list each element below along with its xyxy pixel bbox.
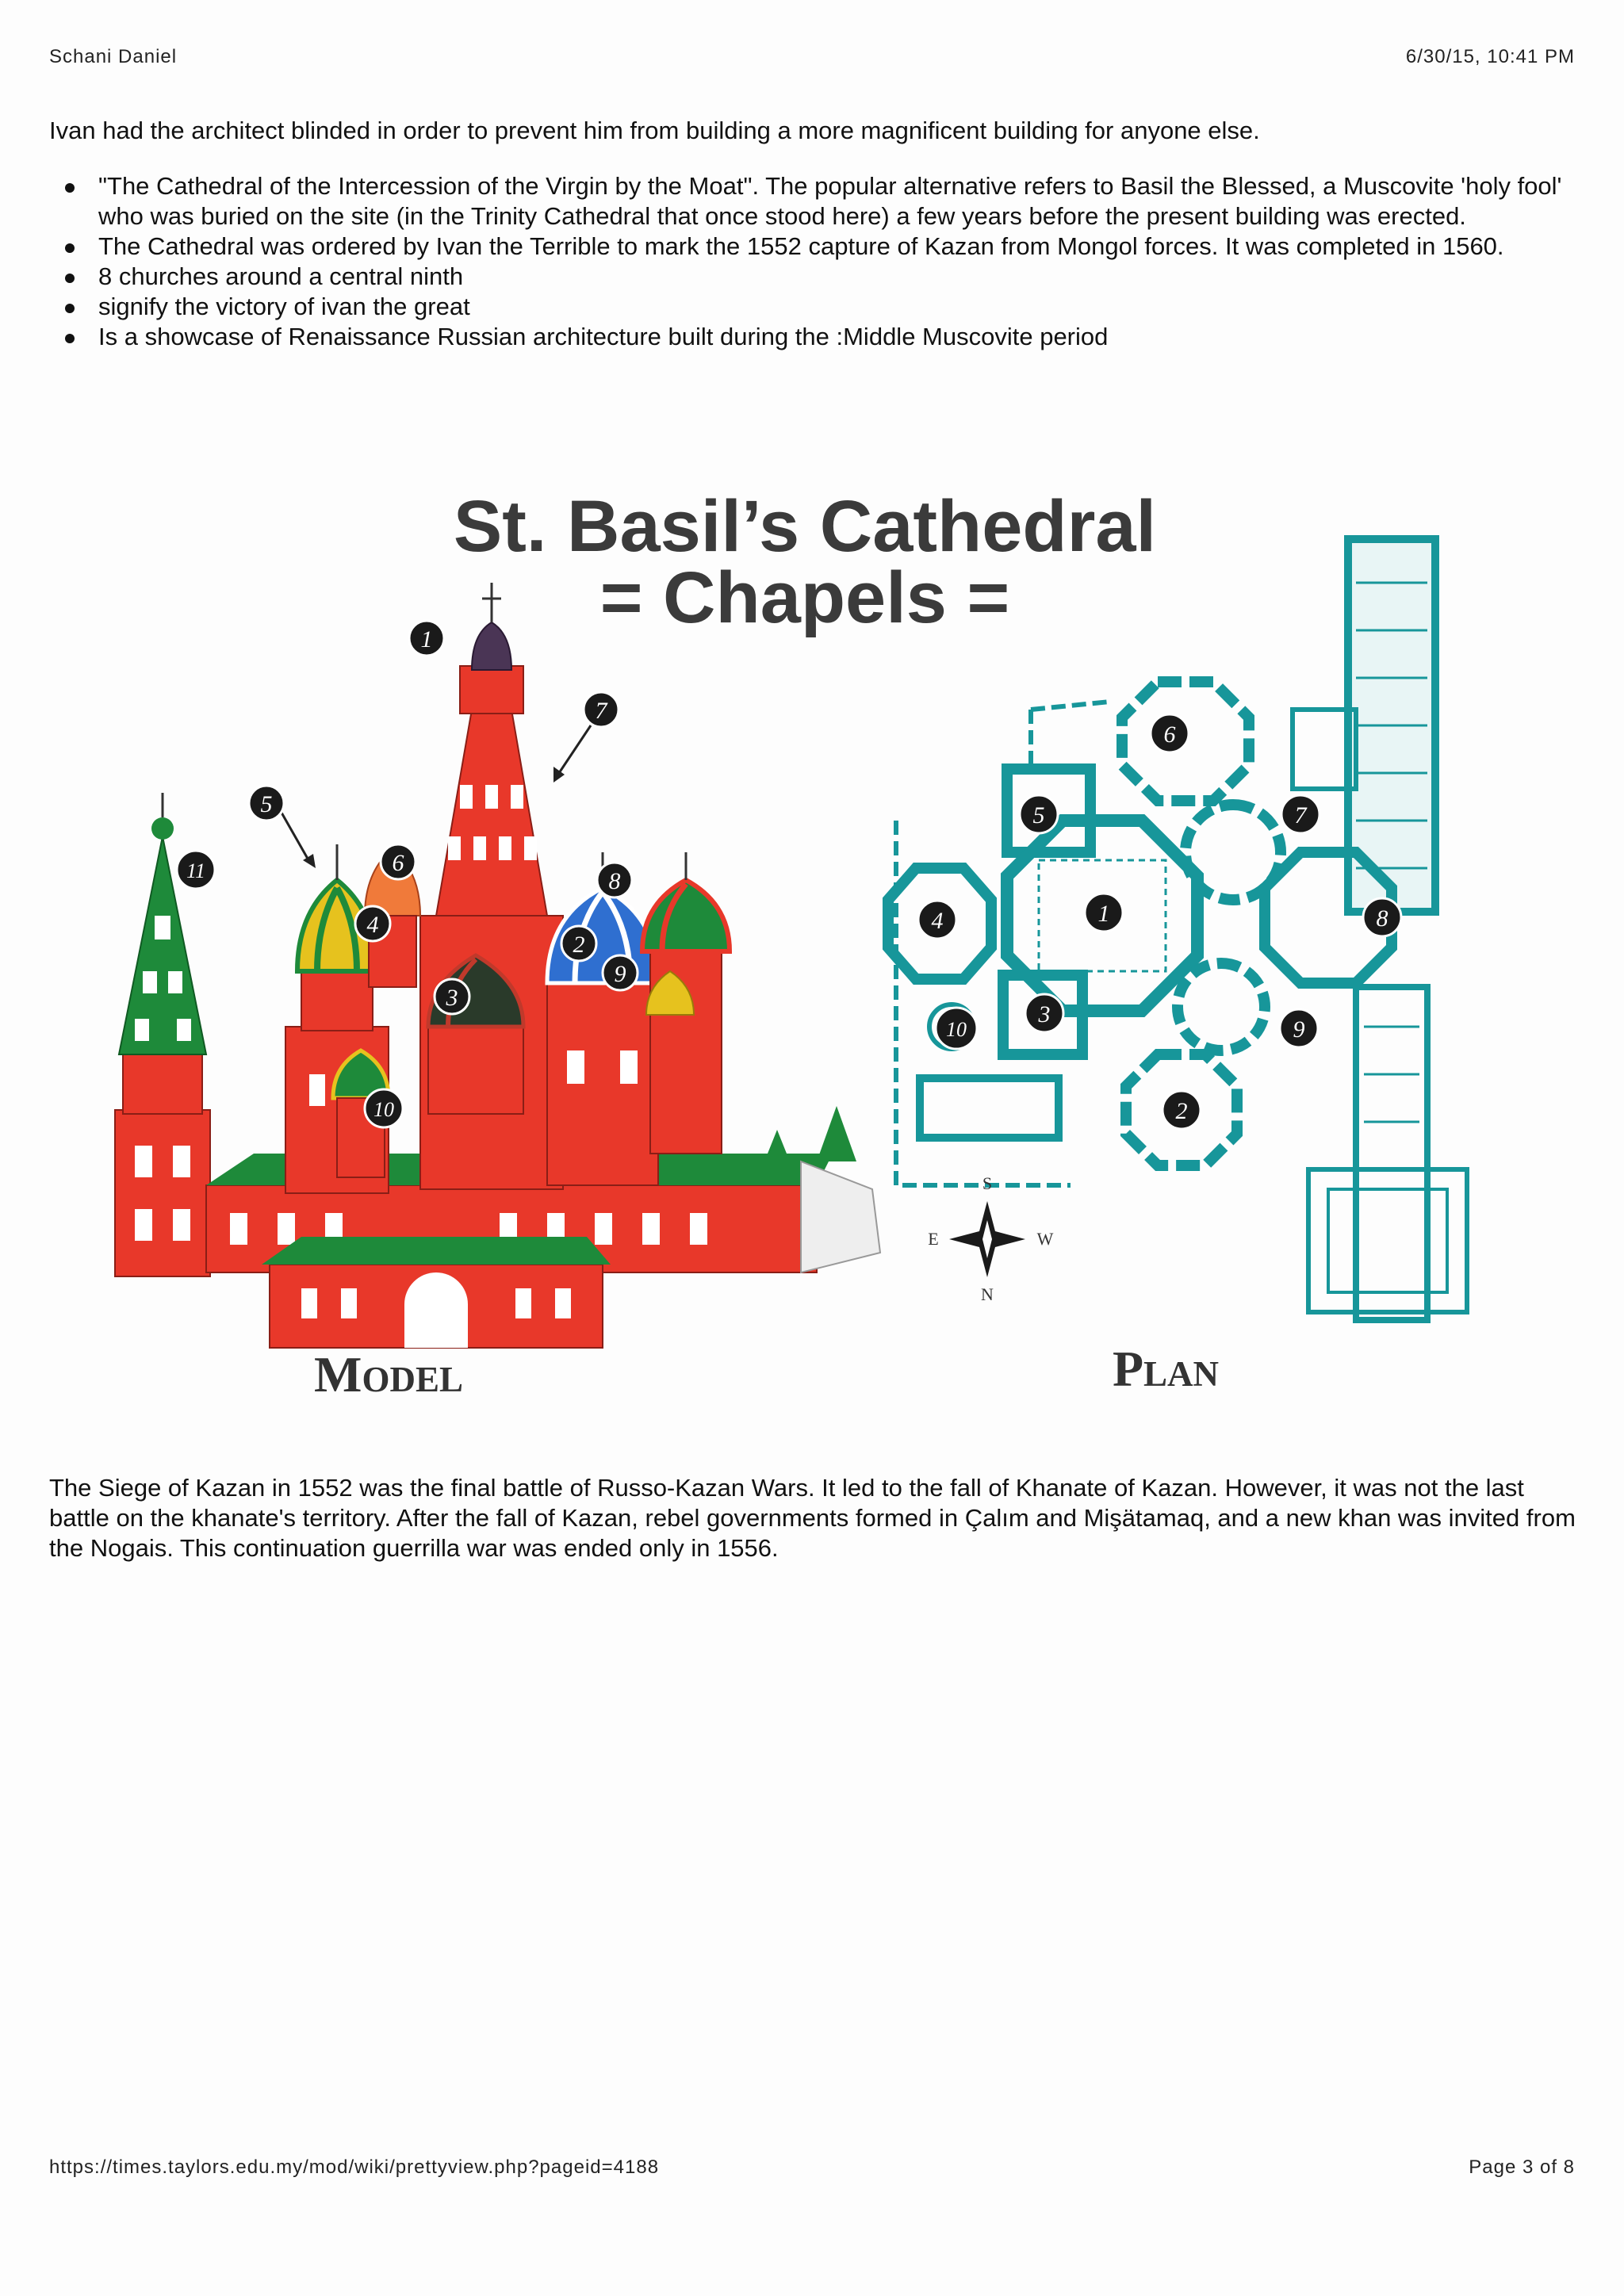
- figure-title-line1: St. Basil’s Cathedral: [453, 486, 1157, 567]
- svg-text:9: 9: [1293, 1016, 1305, 1043]
- compass-north-label: N: [981, 1284, 994, 1304]
- svg-text:2: 2: [573, 932, 585, 958]
- list-item-text: "The Cathedral of the Intercession of the Virgin by the Moat". The popular alternative refers to Basil the Blessed, a Muscovite 'holy fool' who was buried on the site (in the Trinity Cathedral that once stood here) a few years before the present building was erected.: [98, 172, 1562, 230]
- svg-text:9: 9: [614, 961, 626, 987]
- model-marker-7: [584, 692, 619, 727]
- svg-text:2: 2: [1175, 1098, 1188, 1124]
- svg-text:4: 4: [931, 908, 944, 934]
- model-marker-1: [409, 621, 444, 656]
- header-datetime: 6/30/15, 10:41 PM: [1405, 46, 1575, 67]
- svg-text:1: 1: [420, 626, 433, 652]
- footer-url: https://times.taylors.edu.my/mod/wiki/prettyview.php?pageid=4188: [49, 2156, 660, 2178]
- svg-text:4: 4: [366, 912, 379, 938]
- plan-marker-4: [918, 901, 956, 939]
- cathedral-figure: [87, 472, 1515, 1427]
- plan-marker-5: [1020, 795, 1058, 833]
- svg-text:8: 8: [1376, 905, 1388, 932]
- svg-text:11: 11: [186, 859, 206, 882]
- model-marker-9: [603, 955, 638, 990]
- intro-paragraph: Ivan had the architect blinded in order to prevent him from building a more magnificent building for anyone else.: [49, 117, 1260, 144]
- svg-text:6: 6: [392, 850, 404, 876]
- list-item-text: signify the victory of ivan the great: [98, 293, 470, 320]
- model-label: Model: [314, 1346, 463, 1402]
- model-marker-10: [365, 1089, 403, 1127]
- model-marker-2: [561, 926, 596, 961]
- svg-text:10: 10: [373, 1098, 394, 1121]
- plan-marker-9: [1280, 1009, 1318, 1047]
- bullet-icon: [65, 304, 75, 313]
- list-item: [49, 232, 1572, 262]
- svg-text:5: 5: [260, 791, 273, 817]
- model-marker-3: [435, 979, 469, 1014]
- figure-title-line2: = Chapels =: [599, 557, 1010, 638]
- header-author: Schani Daniel: [49, 46, 178, 67]
- svg-text:10: 10: [946, 1018, 967, 1041]
- plan-marker-7: [1281, 795, 1320, 833]
- cathedral-model-illustration: [115, 583, 880, 1348]
- compass-south-label: S: [982, 1173, 993, 1193]
- svg-text:8: 8: [608, 868, 621, 894]
- bullet-icon: [65, 274, 75, 283]
- model-marker-11: [177, 851, 215, 889]
- plan-marker-10: [936, 1008, 977, 1049]
- footer-page-number: Page 3 of 8: [1469, 2156, 1575, 2178]
- model-marker-5: [249, 786, 284, 821]
- svg-text:5: 5: [1032, 802, 1045, 828]
- svg-text:3: 3: [446, 985, 458, 1011]
- model-marker-4: [355, 906, 390, 941]
- model-marker-8: [597, 863, 632, 897]
- bullet-list: [49, 171, 1572, 352]
- svg-text:6: 6: [1163, 721, 1176, 748]
- list-item: [49, 171, 1572, 232]
- compass-west-label: W: [1036, 1229, 1054, 1249]
- svg-text:7: 7: [1294, 802, 1307, 828]
- list-item-text: 8 churches around a central ninth: [98, 262, 464, 290]
- plan-marker-3: [1025, 994, 1063, 1032]
- compass-east-label: E: [928, 1229, 939, 1249]
- svg-text:7: 7: [595, 698, 607, 724]
- compass-rose-icon: [928, 1173, 1053, 1304]
- svg-text:1: 1: [1097, 901, 1110, 927]
- list-item-text: The Cathedral was ordered by Ivan the Terrible to mark the 1552 capture of Kazan from Mongol forces. It was completed in 1560.: [98, 232, 1504, 260]
- plan-marker-6: [1151, 714, 1189, 752]
- model-marker-6: [381, 844, 416, 879]
- bullet-icon: [65, 334, 75, 343]
- plan-label: Plan: [1112, 1341, 1220, 1397]
- list-item: [49, 292, 1572, 322]
- siege-paragraph: The Siege of Kazan in 1552 was the final battle of Russo-Kazan Wars. It led to the fall of Khanate of Kazan. However, it was not the last battle on the khanate's territory. After the fall of Kazan, rebel governments formed in Çalım and Mişätamaq, and a new khan was invited from the Nogais. This continuation guerrilla war was ended only in 1556.: [49, 1474, 1576, 1562]
- list-item-text: Is a showcase of Renaissance Russian architecture built during the :Middle Muscovite period: [98, 323, 1109, 350]
- list-item: [49, 322, 1572, 352]
- plan-marker-1: [1085, 894, 1123, 932]
- list-item: [49, 262, 1572, 292]
- svg-text:3: 3: [1038, 1001, 1051, 1027]
- bullet-icon: [65, 243, 75, 253]
- plan-marker-8: [1363, 898, 1401, 936]
- plan-marker-2: [1162, 1091, 1201, 1129]
- bullet-icon: [65, 183, 75, 193]
